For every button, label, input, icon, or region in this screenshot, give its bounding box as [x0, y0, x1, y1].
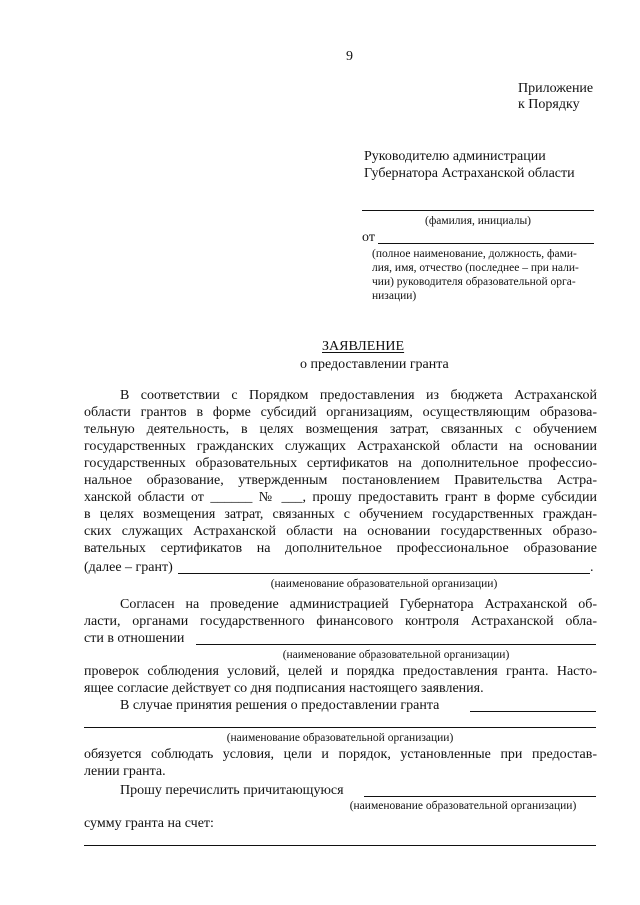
from-caption-2: лия, имя, отчество (последнее – при нали- [372, 262, 579, 274]
org-caption-1: (наименование образовательной организации) [270, 578, 498, 590]
document-subtitle: о предоставлении гранта [300, 357, 449, 372]
para2b-line-1: проверок соблюдения условий, целей и порядка предоставления гранта. Насто- [84, 664, 597, 679]
org-line-1 [178, 573, 590, 574]
para1-line-7: ханской области от ______ № ___, прошу предоставить грант в форме субсидии [84, 490, 597, 505]
para1-line-3: тельную деятельность, в целях возмещения затрат, связанных с обучением [84, 422, 597, 437]
appendix-line-1: Приложение [518, 81, 594, 96]
para1-last-line: (далее – грант) [84, 560, 173, 575]
para2-line-2: ласти, органами государственного финансового контроля Астраханской обла- [84, 614, 597, 629]
org-caption-3: (наименование образовательной организации) [226, 732, 454, 744]
org-line-4 [364, 796, 596, 797]
para2b-line-2: ящее согласие действует со дня подписания настоящего заявления. [84, 681, 484, 696]
org-caption-2: (наименование образовательной организации) [282, 649, 510, 661]
addressee-line-2: Губернатора Астраханской области [364, 166, 575, 181]
page-number: 9 [346, 49, 353, 64]
para1-line-5: государственных образовательных сертификатов на дополнительное профессио- [84, 456, 597, 471]
from-label: от [362, 230, 375, 245]
fio-caption: (фамилия, инициалы) [424, 215, 532, 227]
account-line [84, 845, 596, 846]
from-caption-3: чии) руководителя образовательной орга- [372, 276, 576, 288]
fio-line [362, 210, 594, 211]
org-line-3b [84, 727, 596, 728]
para3b-line-2: лении гранта. [84, 764, 166, 779]
period: . [590, 560, 594, 575]
para2-line-1: Согласен на проведение администрацией Губернатора Астраханской об- [120, 597, 597, 612]
para4: Прошу перечислить причитающуюся [120, 783, 344, 798]
document-title: ЗАЯВЛЕНИЕ [322, 339, 405, 354]
para1-line-2: области грантов в форме субсидий организациям, осуществляющим образова- [84, 405, 597, 420]
para2-line-3: сти в отношении [84, 631, 185, 646]
org-line-2 [196, 644, 596, 645]
org-line-3a [470, 711, 596, 712]
para1-line-4: государственных гражданских служащих Астраханской области на основании [84, 439, 597, 454]
para1-line-6: нальное образование, утвержденным постановлением Правительства Астра- [84, 473, 597, 488]
para1-line-9: ских служащих Астраханской области на основании государственных образо- [84, 524, 597, 539]
para1-line-1: В соответствии с Порядком предоставления из бюджета Астраханской [120, 388, 597, 403]
para1-line-8: в целях возмещения затрат, связанных с обучением государственных граждан- [84, 507, 597, 522]
org-caption-4: (наименование образовательной организации) [349, 800, 577, 812]
from-caption-4: низации) [372, 290, 417, 302]
para5: сумму гранта на счет: [84, 816, 214, 831]
addressee-line-1: Руководителю администрации [364, 149, 546, 164]
para3b-line-1: обязуется соблюдать условия, цели и порядок, установленные при предостав- [84, 747, 597, 762]
appendix-line-2: к Порядку [518, 97, 580, 112]
from-line [378, 243, 594, 244]
from-caption-1: (полное наименование, должность, фами- [372, 248, 577, 260]
para3: В случае принятия решения о предоставлении гранта [120, 698, 440, 713]
para1-line-10: вательных сертификатов на дополнительное профессиональное образование [84, 541, 597, 556]
